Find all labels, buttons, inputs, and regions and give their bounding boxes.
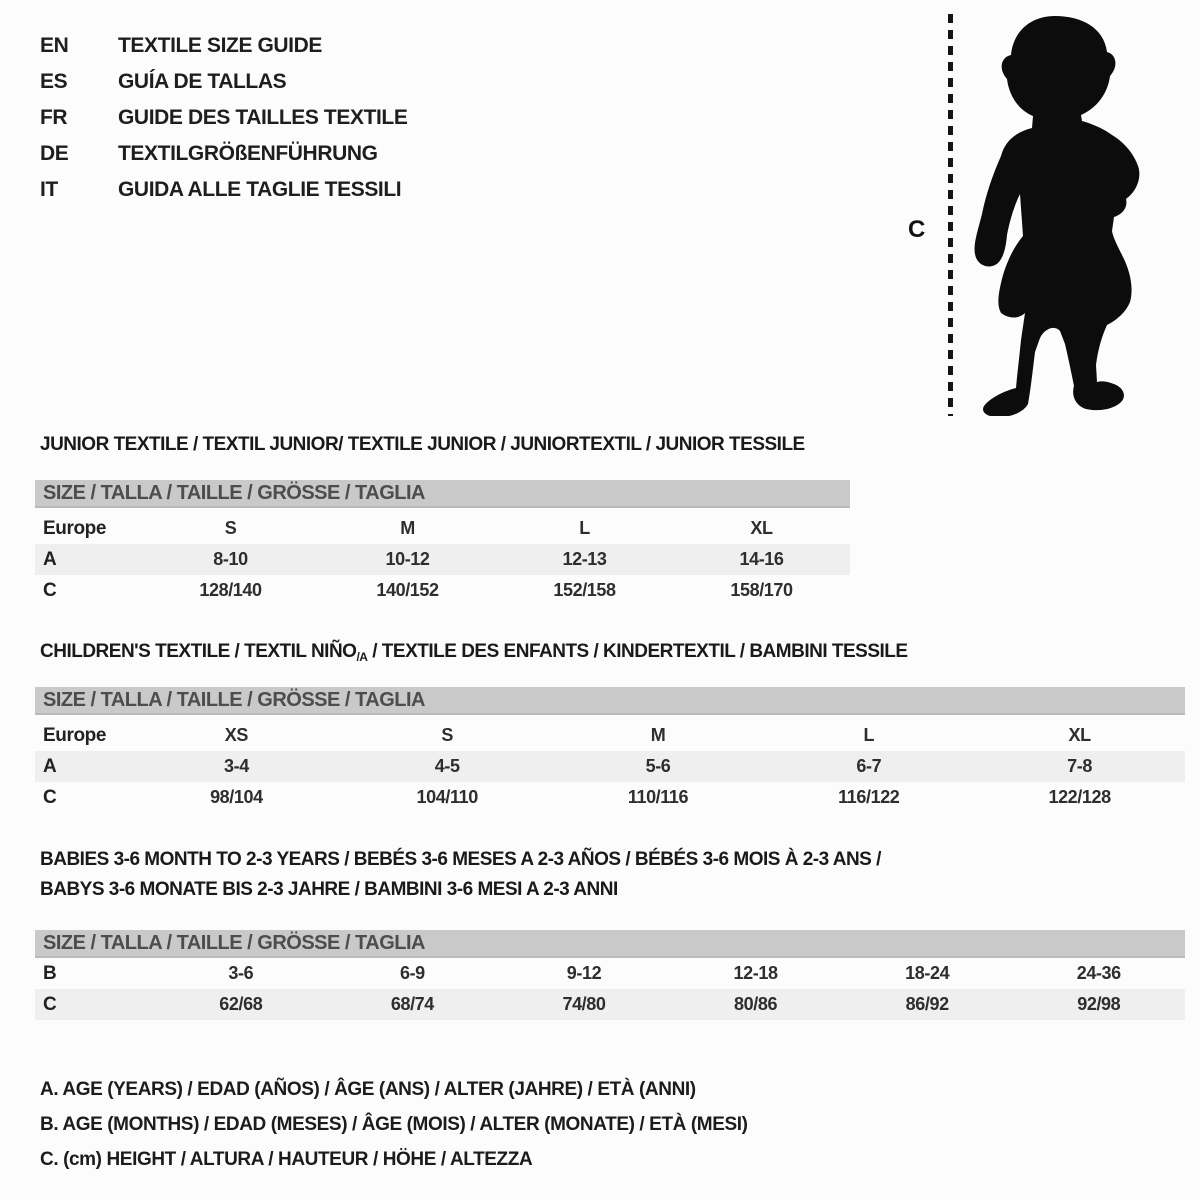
cell-value: 24-36 [1076,963,1121,983]
row-label: A [43,548,57,570]
cell-value: 104/110 [416,787,478,807]
children-section-title [40,641,908,664]
table-row-months [35,958,1185,989]
language-row-it [40,172,407,208]
language-label: GUIDA ALLE TAGLIE TESSILI [118,178,402,201]
cell-value: 12-18 [733,963,778,983]
cell-value: 8-10 [213,549,248,569]
babies-section-title-line2: BABYS 3-6 MONATE BIS 2-3 JAHRE / BAMBINI 3-6 MESI A 2-3 ANNI [40,879,618,900]
table-row-age [35,751,1185,782]
cell-value: 68/74 [390,994,434,1014]
toddler-silhouette [958,8,1150,416]
cell-value: 128/140 [199,580,262,600]
cell-value: 7-8 [1067,756,1092,776]
babies-size-table [35,958,1185,1020]
cell-value: 5-6 [645,756,671,776]
legend-line-b: B. AGE (MONTHS) / EDAD (MESES) / ÂGE (MOIS) / ALTER (MONATE) / ETÀ (MESI) [40,1113,748,1135]
cell-value: 12-13 [562,549,607,569]
cell-value: L [863,725,875,745]
table-row-europe [35,513,850,544]
cell-value: 6-9 [399,963,425,983]
babies-section-title-line1: BABIES 3-6 MONTH TO 2-3 YEARS / BEBÉS 3-6 MESES A 2-3 AÑOS / BÉBÉS 3-6 MOIS À 2-3 ANS / [40,849,881,870]
cell-value: 9-12 [566,963,602,983]
junior-size-header-bar: SIZE / TALLA / TAILLE / GRÖSSE / TAGLIA [35,480,850,508]
language-code: FR [40,106,68,129]
cell-value: S [441,725,453,745]
language-label: GUÍA DE TALLAS [118,70,287,93]
cell-value: XS [224,725,248,745]
cell-value: 3-4 [223,756,249,776]
row-label: B [43,962,57,984]
language-row-fr [40,100,407,136]
cell-value: 98/104 [210,787,263,807]
cell-value: 6-7 [856,756,882,776]
row-label: C [43,786,57,808]
junior-size-table [35,513,850,606]
legend-line-c: C. (cm) HEIGHT / ALTURA / HAUTEUR / HÖHE / ALTEZZA [40,1148,533,1170]
children-title-subscript: /A [356,650,368,664]
language-code: EN [40,34,69,57]
language-code: IT [40,178,58,201]
children-title-post: / TEXTILE DES ENFANTS / KINDERTEXTIL / BAMBINI TESSILE [367,641,908,662]
language-row-en [40,28,407,64]
babies-size-header-bar: SIZE / TALLA / TAILLE / GRÖSSE / TAGLIA [35,930,1185,958]
cell-value: 110/116 [627,787,689,807]
cell-value: 4-5 [434,756,460,776]
children-title-pre: CHILDREN'S TEXTILE / TEXTIL NIÑO [40,641,357,662]
table-row-europe [35,720,1185,751]
cell-value: 80/86 [734,994,778,1014]
junior-section-title: JUNIOR TEXTILE / TEXTIL JUNIOR/ TEXTILE JUNIOR / JUNIORTEXTIL / JUNIOR TESSILE [40,434,805,455]
cell-value: 158/170 [730,580,793,600]
row-label: Europe [43,724,107,746]
height-measure-dashed-line [948,14,953,416]
cell-value: 116/122 [838,787,900,807]
cell-value: 14-16 [739,549,784,569]
children-size-table [35,720,1185,813]
cell-value: S [224,518,237,538]
cell-value: 10-12 [385,549,430,569]
language-code: ES [40,70,68,93]
cell-value: 3-6 [228,963,254,983]
table-row-age [35,544,850,575]
cell-value: 152/158 [553,580,616,600]
row-label: C [43,579,57,601]
table-row-height [35,989,1185,1020]
cell-value: 62/68 [219,994,263,1014]
language-label: TEXTILGRÖßENFÜHRUNG [118,142,378,165]
language-code: DE [40,142,69,165]
children-size-header-bar: SIZE / TALLA / TAILLE / GRÖSSE / TAGLIA [35,687,1185,715]
cell-value: XL [1068,725,1091,745]
row-label: A [43,755,57,777]
language-label: GUIDE DES TAILLES TEXTILE [118,106,408,129]
cell-value: 18-24 [905,963,950,983]
table-row-height [35,782,1185,813]
cell-value: XL [750,518,773,538]
cell-value: 92/98 [1077,994,1121,1014]
cell-value: M [650,725,666,745]
row-label: Europe [43,517,107,539]
legend [40,1072,748,1177]
cell-value: 74/80 [562,994,606,1014]
cell-value: 122/128 [1048,787,1111,807]
cell-value: 140/152 [376,580,439,600]
language-row-es [40,64,407,100]
table-row-height [35,575,850,606]
language-label: TEXTILE SIZE GUIDE [118,34,322,57]
cell-value: 86/92 [905,994,949,1014]
language-list [40,28,407,208]
language-row-de [40,136,407,172]
row-label: C [43,993,57,1015]
legend-line-a: A. AGE (YEARS) / EDAD (AÑOS) / ÂGE (ANS) / ALTER (JAHRE) / ETÀ (ANNI) [40,1078,696,1100]
cell-value: L [579,518,590,538]
measure-label-c: C [908,216,926,243]
cell-value: M [400,518,415,538]
